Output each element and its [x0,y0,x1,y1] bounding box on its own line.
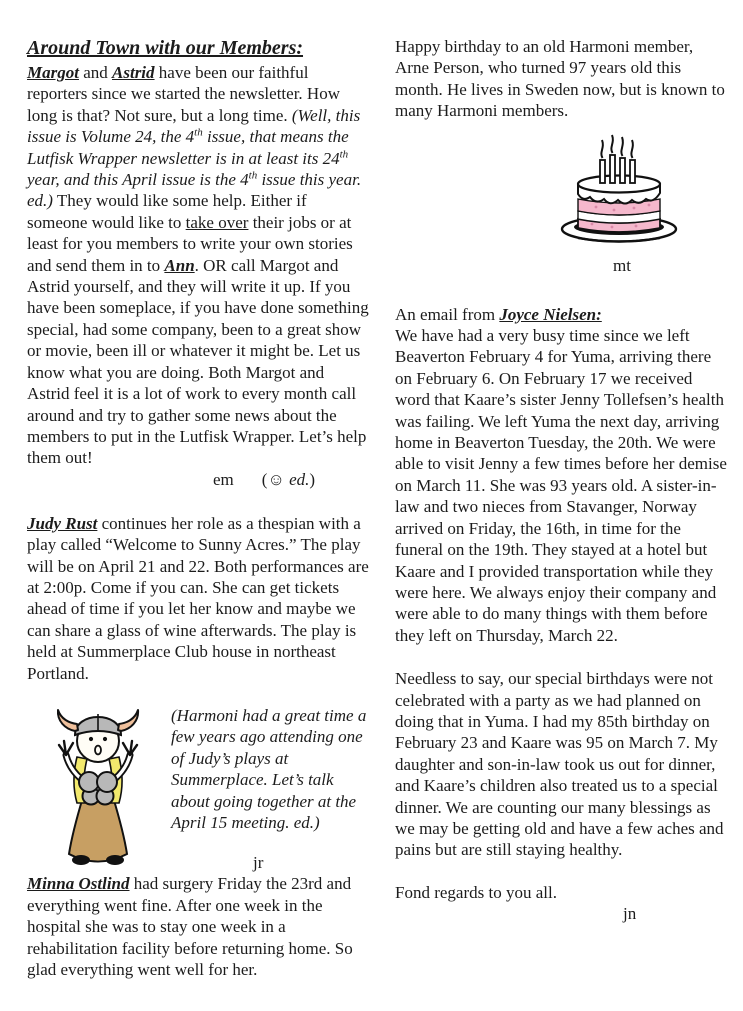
smiley-ed-note: (☺ ed.) [261,469,316,489]
minna-paragraph: Minna Ostlind had surgery Friday the 23rd and everything went fine. After one week in the hospital she was to stay one week in a rehabilitation facility before returning home. So glad everything went well for her. [27,874,353,980]
birthday-cake-illustration [552,122,692,247]
judy-rust-paragraph: Judy Rust continues her role as a thespian with a play called “Welcome to Sunny Acres.” The play will be on April 21 and 22. Both performances are at 2:00p. Come if you can. She can get tickets ahead of time if you let her know and maybe we can share a glass of wine afterwards. The play is held at Summerplace Club house in northeast Portland. [27,513,369,683]
joyce-heading: An email from Joyce Nielsen: [395,304,602,324]
section-title: Around Town with our Members: [27,37,304,59]
members-paragraph: Margot and Astrid have been our faithful reporters since we started the newsletter. How long is that? Not sure, but a long time. (Well, this issue is Volume 24, the 4th issue, that means the Lutfisk Wrapper newsletter is in at least its 24th year, and this April issue is the 4th issue this year. ed.) They would like some help. Either if someone would like to take over their jobs or at least for you members to write your own stories and send them in to Ann. OR call Margot and Astrid yourself, and they will write it up. If you have been someplace, if you have done something special, had some company, been to a great show or movie, been ill or whatever it might be. Let us know what you are doing. Both Margot and Astrid feel it is a lot of work to every month call around and try to gather some news about the members to put in the Lutfisk Wrapper. Let’s help them out! [27,63,369,468]
left-column [27,36,369,980]
joyce-paragraph-2: Needless to say, our special birthdays were not celebrated with a party as we had planned on doing that in Yuma. I had my 85th birthday on February 23 and Kaare was 95 on March 7. My daughter and son-in-law took us out for dinner, and Kaare’s children also treated us to a special dinner. We are counting our many blessings as we may be getting old and have a few aches and pains but are still staying healthy. [395,669,724,860]
closing-line: Fond regards to you all. [395,882,557,902]
viking-lady-illustration [33,697,163,869]
initials-jr: jr [253,853,264,873]
editor-initials-line [27,469,369,491]
cake-block [547,122,697,276]
harmoni-editor-note: (Harmoni had a great time a few years ago attending one of Judy’s plays at Summerplace. Let’s talk about going together at the April 15 meeting. ed.) [171,705,367,832]
initials-jn: jn [623,904,637,924]
initials-em: em [213,469,234,489]
right-column [395,36,729,924]
viking-note-row [27,697,369,873]
initials-mt: mt [613,255,631,275]
joyce-paragraph-1: We have had a very busy time since we left Beaverton February 4 for Yuma, arriving there on February 6. On February 17 we received word that Kaare’s sister Jenny Tollefsen’s health was failing. We left Yuma the next day, arriving home in Beaverton Tuesday, the 20th. We were able to visit Jenny a few times before her demise on March 11. She was 93 years old. A sister-in-law and two nieces from Stavanger, Norway arrived on Friday, the 16th, in time for the funeral on the 19th. They stayed at a hotel but Kaare and I provided transportation while they were here. We always enjoy their company and were able to do many things with them before they left on Thursday, March 22. [395,326,727,645]
birthday-paragraph: Happy birthday to an old Harmoni member, Arne Person, who turned 97 years old this month. He lives in Sweden now, but is known to many Harmoni members. [395,37,725,121]
harmoni-note-block [171,697,369,873]
